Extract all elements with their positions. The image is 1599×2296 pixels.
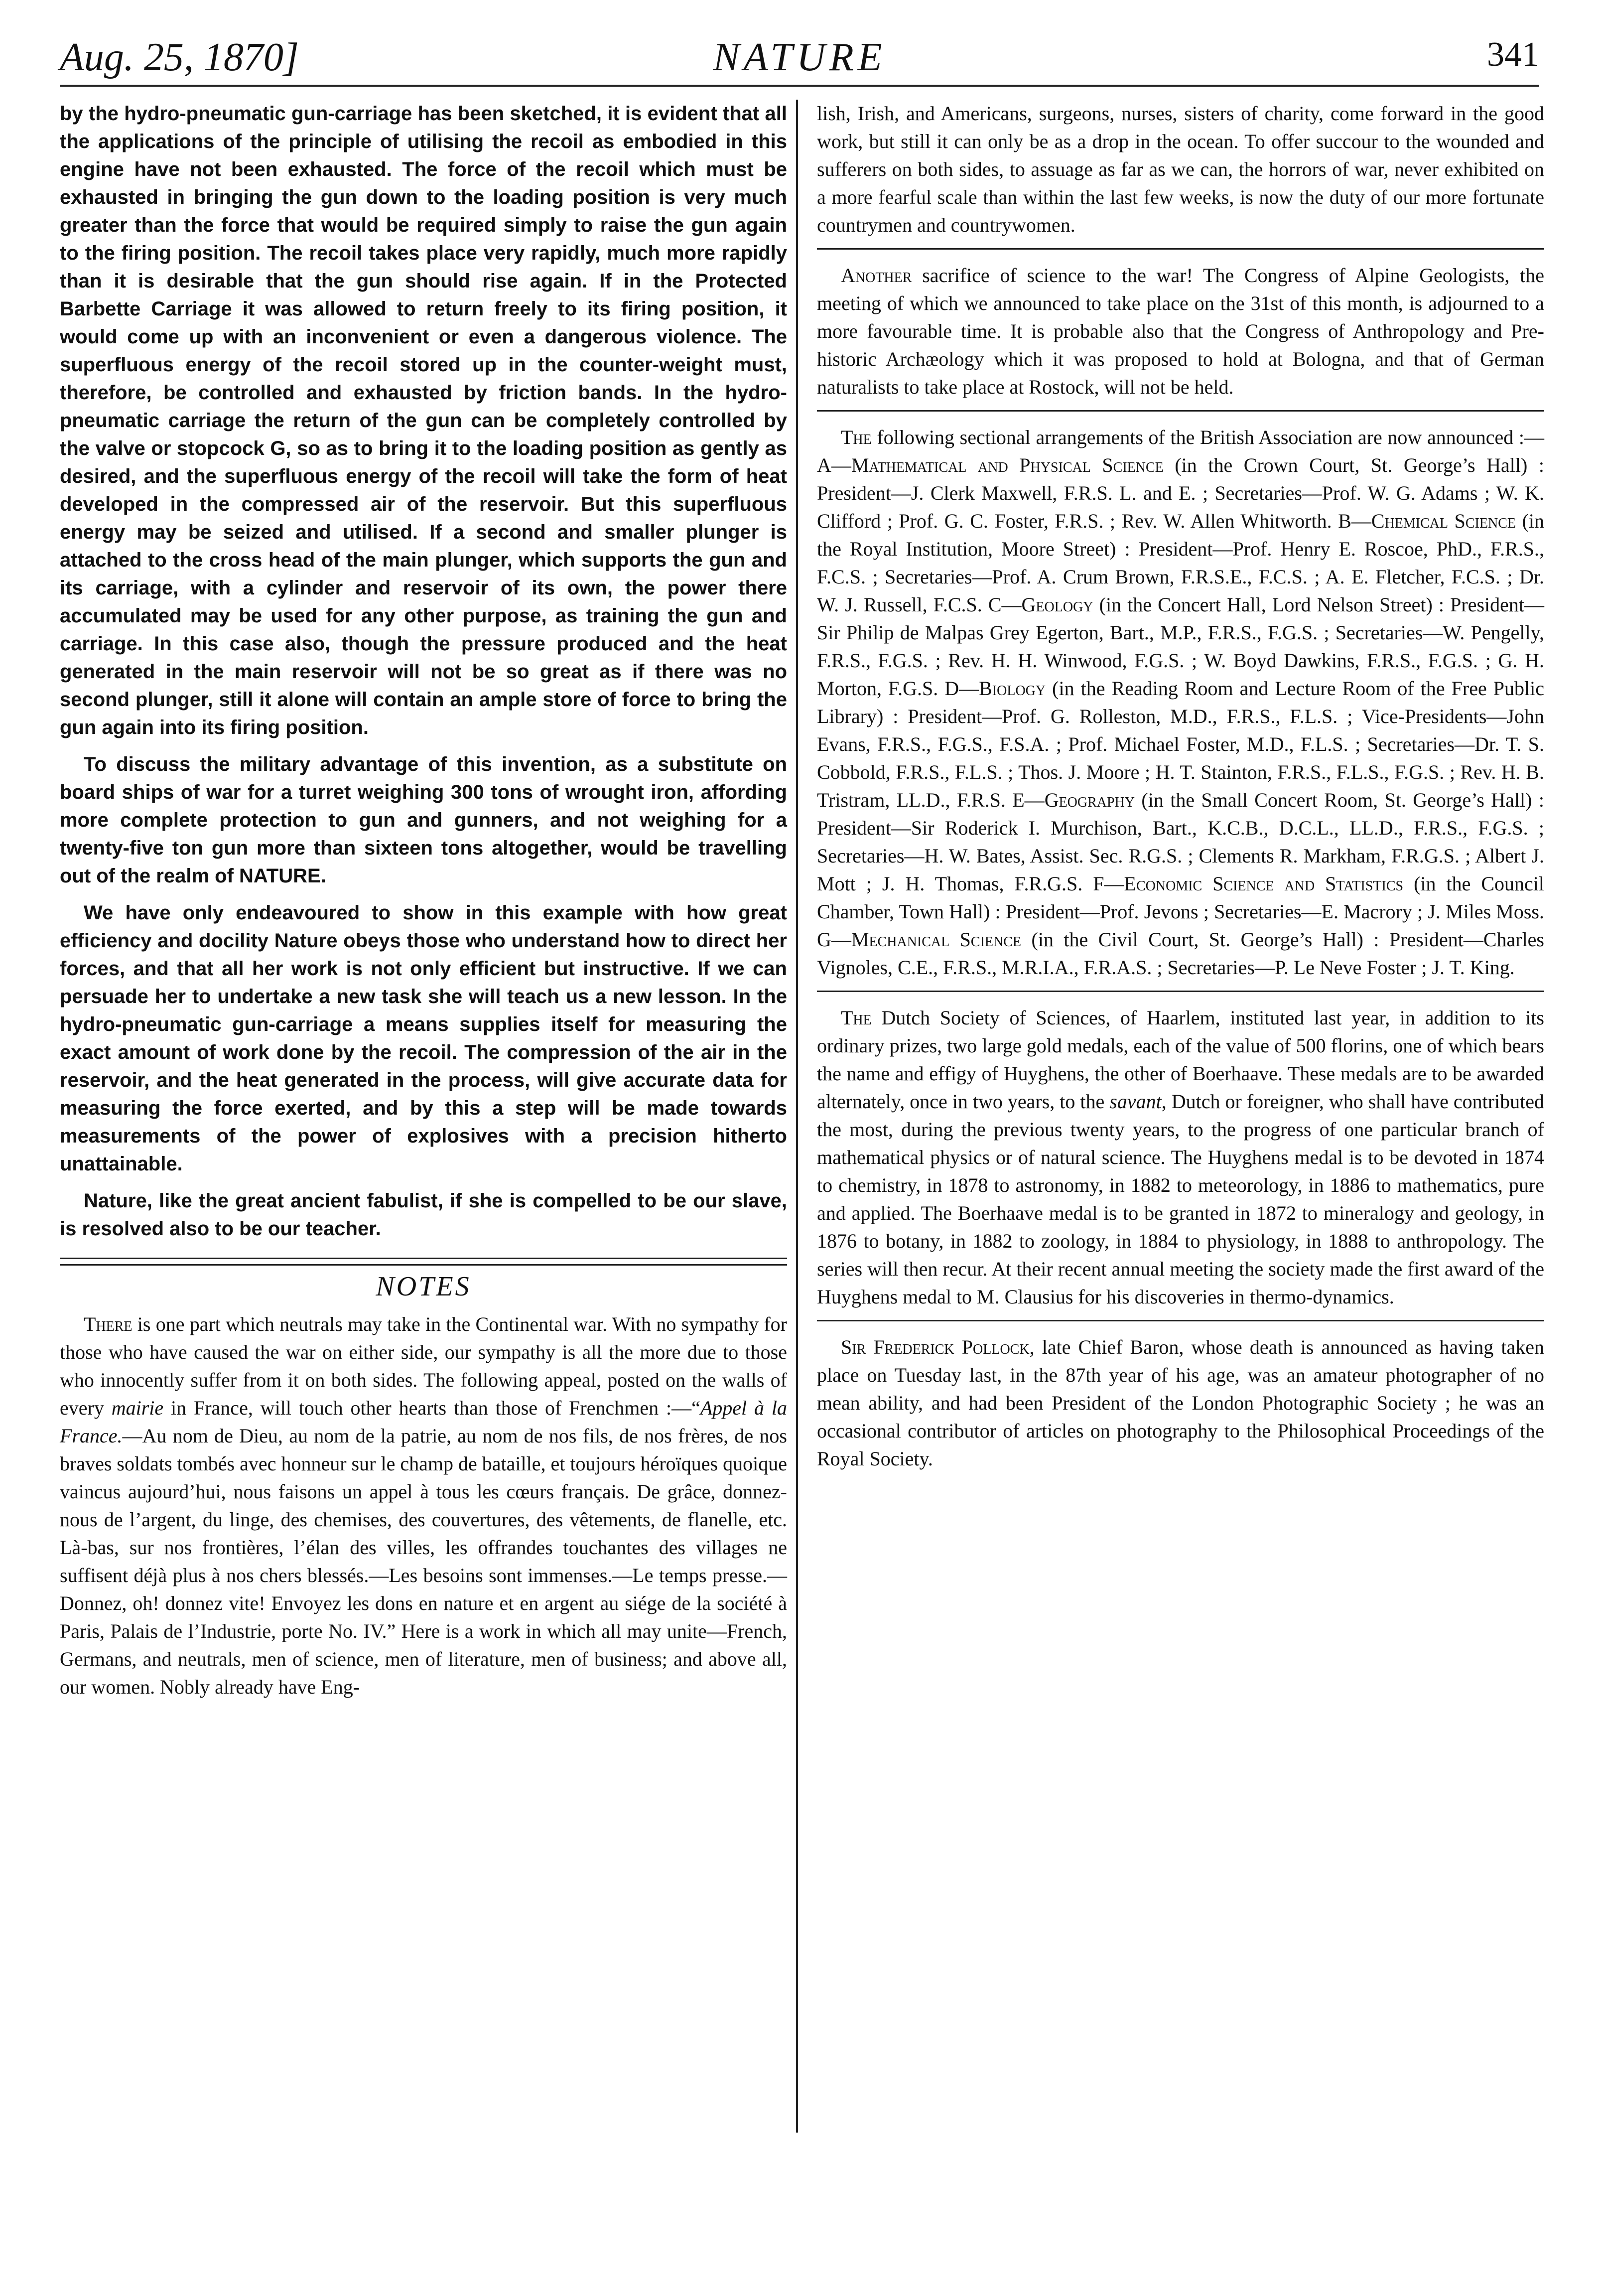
article-paragraph: To discuss the military advantage of this invention, as a substitute on board ships of war for a turret weighing 300 tons of wrought iron, affording more complete protection to gun and gunners, and not weighing for a twenty-five ton gun more than sixteen tons altogether, would be travelling out of the realm of NATURE. xyxy=(60,753,787,887)
article-paragraph: We have only endeavoured to show in this example with how great efficiency and docility Nature obeys those who understand how to direct her forces, and that all her work is not only efficient but instructive. If we can persuade her to undertake a new task she will teach us a new lesson. In the hydro-pneumatic gun-carriage a means supplies itself for measuring the exact amount of work done by the recoil. The compression of the air in the reservoir, and the heat generated in the process, will give accurate data for measuring the force exerted, and by this a step will be made towards measurements of the power of explosives with a precision hitherto unattainable. xyxy=(60,902,787,1175)
page-number: 341 xyxy=(1487,35,1539,74)
note-paragraph: The Dutch Society of Sciences, of Haarlem, instituted last year, in addition to its ordinary prizes, two large gold medals, each of the value of 500 florins, one of which bears the name and effigy of Huyghens, the other of Boerhaave. These medals are to be awarded alternately, once in two years, to the savant, Dutch or foreigner, who shall have contributed the most, during the previous twenty years, to the progress of one particular branch of mathematical physics or of natural science. The Huyghens medal is to be devoted in 1874 to chemistry, in 1878 to astronomy, in 1882 to meteorology, in 1886 to mathematics, pure and applied. The Boerhaave medal is to be granted in 1872 to mineralogy and geology, in 1876 to botany, in 1882 to zoology, in 1884 to physiology, in 1888 to anthropology. The series will then recur. At their recent annual meeting the society made the first award of the Huyghens medal to M. Clausius for his discoveries in thermo-dynamics. xyxy=(817,1006,1545,1308)
note-lead: The xyxy=(841,426,872,448)
article-paragraph: Nature, like the great ancient fabulist, if she is compelled to be our slave, is resolved also to be our teacher. xyxy=(60,1190,787,1240)
note-separator xyxy=(817,248,1544,250)
note-lead: Sir Frederick Pollock xyxy=(841,1336,1030,1358)
note-separator xyxy=(817,410,1544,412)
left-column xyxy=(60,100,787,1710)
note-paragraph: Another sacrifice of science to the war! The Congress of Alpine Geologists, the meeting of which we announced to take place on the 31st of this month, is adjourned to a more favourable time. It is probable also that the Congress of Anthropology and Pre-historic Archæology which it was proposed to hold at Bologna, and that of German naturalists to take place at Rostock, will not be held. xyxy=(817,264,1544,398)
journal-title: NATURE xyxy=(713,35,886,79)
section-divider xyxy=(60,1258,787,1266)
note-continuation: lish, Irish, and Americans, surgeons, nurses, sisters of charity, come forward in the good work, but still it can only be as a drop in the ocean. To offer succour to the wounded and sufferers on both sides, to assuage as far as we can, the horrors of war, never exhibited on a more fearful scale than within the last few weeks, is now the duty of our more fortunate countrymen and countrywomen. xyxy=(817,102,1544,236)
page-header xyxy=(60,30,1539,87)
note-lead: Another xyxy=(841,264,912,287)
note-lead: The xyxy=(841,1006,872,1029)
note-paragraph: There is one part which neutrals may take in the Continental war. With no sympathy for those who have caused the war on either side, our sympathy is all the more due to those who innocently suffer from it on both sides. The following appeal, posted on the walls of every mairie in France, will touch other hearts than those of Frenchmen :—“Appel à la France.—Au nom de Dieu, au nom de la patrie, au nom de nos fils, de nos frères, de nos braves soldats tombés avec honneur sur le champ de bataille, et toujours héroïques quoique vaincus aujourd’hui, nous faisons un appel à tous les cœurs français. De grâce, donnez-nous de l’argent, du linge, des chemises, des couvertures, des vêtements, de flanelle, etc. Là-bas, sur nos frontières, l’élan des villes, les offrandes touchantes des villages ne suffisent déjà plus à nos chers blessés.—Les besoins sont immenses.—Le temps presse.—Donnez, oh! donnez vite! Envoyez les dons en nature et en argent au siége de la société à Paris, Palais de l’Industrie, porte No. IV.” Here is a work in which all may unite—French, Germans, and neutrals, men of science, men of literature, men of business; and above all, our women. Nobly already have Eng- xyxy=(60,1313,787,1698)
note-paragraph: Sir Frederick Pollock, late Chief Baron, whose death is announced as having taken place on Tuesday last, in the 87th year of his age, was an amateur photographer of no mean ability, and had been President of the London Photographic Society ; he was an occasional contributor of articles on photography to the Philosophical Proceedings of the Royal Society. xyxy=(817,1336,1544,1470)
note-lead: There xyxy=(84,1313,133,1335)
notes-heading: NOTES xyxy=(376,1271,471,1302)
issue-date: Aug. 25, 1870] xyxy=(60,35,299,79)
note-paragraph: The following sectional arrangements of the British Association are now announced :—A—Mathematical and Physical Science (in the Crown Court, St. George’s Hall) : President—J. Clerk Maxwell, F.R.S. L. and E. ; Secretaries—Prof. W. G. Adams ; W. K. Clifford ; Prof. G. C. Foster, F.R.S. ; Rev. W. Allen Whitworth. B—Chemical Science (in the Royal Institution, Moore Street) : President—Prof. Henry E. Roscoe, PhD., F.R.S., F.C.S. ; Secretaries—Prof. A. Crum Brown, F.R.S.E., F.C.S. ; A. E. Fletcher, F.C.S. ; Dr. W. J. Russell, F.C.S. C—Geology (in the Concert Hall, Lord Nelson Street) : President—Sir Philip de Malpas Grey Egerton, Bart., M.P., F.R.S., F.G.S. ; Secretaries—W. Pengelly, F.R.S., F.G.S. ; Rev. H. H. Winwood, F.G.S. ; W. Boyd Dawkins, F.R.S., F.G.S. ; G. H. Morton, F.G.S. D—Biology (in the Reading Room and Lecture Room of the Free Public Library) : President—Prof. G. Rolleston, M.D., F.R.S., F.L.S. ; Vice-Presidents—John Evans, F.R.S., F.G.S., F.S.A. ; Prof. Michael Foster, M.D., F.L.S. ; Secretaries—Dr. T. S. Cobbold, F.R.S., F.L.S. ; Thos. J. Moore ; H. T. Stainton, F.R.S., F.L.S., F.G.S. ; Rev. H. B. Tristram, LL.D., F.R.S. E—Geography (in the Small Concert Room, St. George’s Hall) : President—Sir Roderick I. Murchison, Bart., K.C.B., D.C.L., LL.D., F.R.S., F.G.S. ; Secretaries—H. W. Bates, Assist. Sec. R.G.S. ; Clements R. Markham, F.R.G.S. ; Albert J. Mott ; J. H. Thomas, F.R.G.S. F—Economic Science and Statistics (in the Council Chamber, Town Hall) : President—Prof. Jevons ; Secretaries—E. Macrory ; J. Miles Moss. G—Mechanical Science (in the Civil Court, St. George’s Hall) : President—Charles Vignoles, C.E., F.R.S., M.R.I.A., F.R.A.S. ; Secretaries—P. Le Neve Foster ; J. T. King. xyxy=(817,426,1545,979)
note-separator xyxy=(817,1320,1544,1321)
right-column xyxy=(817,100,1544,1482)
article-paragraph: by the hydro-pneumatic gun-carriage has been sketched, it is evident that all the applications of the principle of utilising the recoil as embodied in this engine have not been exhausted. The force of the recoil which must be exhausted in bringing the gun down to the loading position is very much greater than the force that would be required simply to raise the gun again to the firing position. The recoil takes place very rapidly, much more rapidly than it is desirable that the gun should rise again. If in the Protected Barbette Carriage it was allowed to return freely to its firing position, it would come up with an inconvenient or even a dangerous violence. The superfluous energy of the recoil stored up in the counter-weight must, therefore, be controlled and exhausted by friction bands. In the hydro-pneumatic carriage the return of the gun can be completely controlled by the valve or stopcock G, so as to bring it to the loading position as gently as desired, and the superfluous energy of the recoil will take the form of heat developed in the compressed air of the reservoir. But this superfluous energy may be seized and utilised. If a second and smaller plunger is attached to the cross head of the main plunger, which supports the gun and its carriage, with a cylinder and reservoir of its own, the power there accumulated may be used for any other purpose, as training the gun and carriage. In this case also, though the pressure produced and the heat generated in the main reservoir will not be so great as if there was no second plunger, still it alone will contain an ample store of force to bring the gun again into its firing position. xyxy=(60,103,787,738)
column-rule xyxy=(796,100,798,2133)
note-separator xyxy=(817,991,1544,992)
